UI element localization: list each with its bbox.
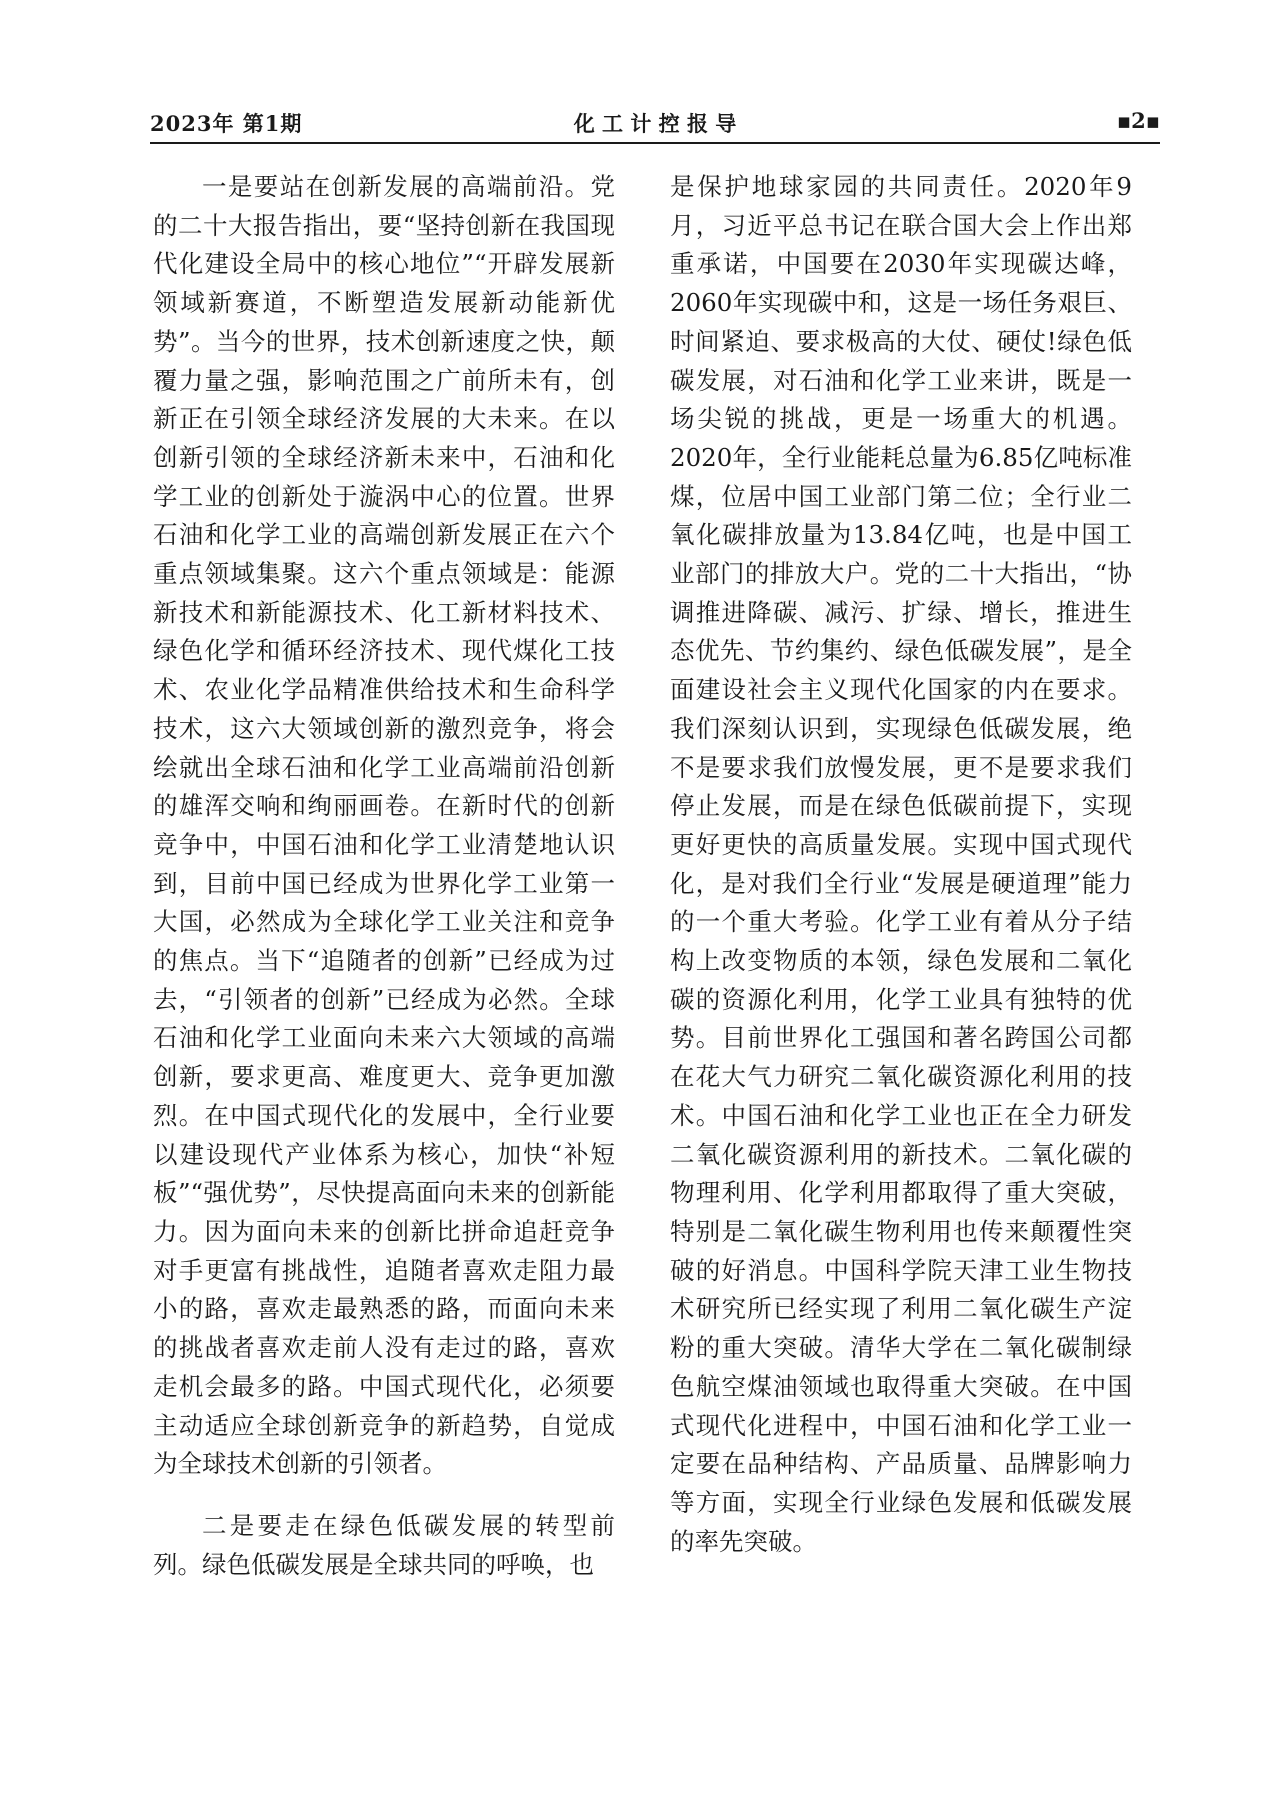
left-column <box>153 168 615 1584</box>
paragraph-innovation: 一是要站在创新发展的高端前沿。党的二十大报告指出，要“坚持创新在我国现代化建设全局中的核心地位”“开辟发展新领域新赛道，不断塑造发展新动能新优势”。当今的世界，技术创新速度之快，颠覆力量之强，影响范围之广前所未有，创新正在引领全球经济发展的大未来。在以创新引领的全球经济新未来中，石油和化学工业的创新处于漩涡中心的位置。世界石油和化学工业的高端创新发展正在六个重点领域集聚。这六个重点领域是：能源新技术和新能源技术、化工新材料技术、绿色化学和循环经济技术、现代煤化工技术、农业化学品精准供给技术和生命科学技术，这六大领域创新的激烈竞争，将会绘就出全球石油和化学工业高端前沿创新的雄浑交响和绚丽画卷。在新时代的创新竞争中，中国石油和化学工业清楚地认识到，目前中国已经成为世界化学工业第一大国，必然成为全球化学工业关注和竞争的焦点。当下“追随者的创新”已经成为过去，“引领者的创新”已经成为必然。全球石油和化学工业面向未来六大领域的高端创新，要求更高、难度更大、竞争更加激烈。在中国式现代化的发展中，全行业要以建设现代产业体系为核心，加快“补短板”“强优势”，尽快提高面向未来的创新能力。因为面向未来的创新比拼命追赶竞争对手更富有挑战性，追随者喜欢走阻力最小的路，喜欢走最熟悉的路，而面向未来的挑战者喜欢走前人没有走过的路，喜欢走机会最多的路。中国式现代化，必须要主动适应全球创新竞争的新趋势，自觉成为全球技术创新的引领者。 <box>153 172 615 1479</box>
page-number: ▪2▪ <box>1116 108 1160 133</box>
running-header <box>150 108 1160 144</box>
issue-label: 2023年 第1期 <box>150 111 303 136</box>
paragraph-green-low-carbon-continued: 是保护地球家园的共同责任。2020年9月，习近平总书记在联合国大会上作出郑重承诺，中国要在2030年实现碳达峰，2060年实现碳中和，这是一场任务艰巨、时间紧迫、要求极高的大仗、硬仗!绿色低碳发展，对石油和化学工业来讲，既是一场尖锐的挑战，更是一场重大的机遇。2020年，全行业能耗总量为6.85亿吨标准煤，位居中国工业部门第二位；全行业二氧化碳排放量为13.84亿吨，也是中国工业部门的排放大户。党的二十大指出，“协调推进降碳、减污、扩绿、增长，推进生态优先、节约集约、绿色低碳发展”，是全面建设社会主义现代化国家的内在要求。我们深刻认识到，实现绿色低碳发展，绝不是要求我们放慢发展，更不是要求我们停止发展，而是在绿色低碳前提下，实现更好更快的高质量发展。实现中国式现代化，是对我们全行业“发展是硬道理”能力的一个重大考验。化学工业有着从分子结构上改变物质的本领，绿色发展和二氧化碳的资源化利用，化学工业具有独特的优势。目前世界化工强国和著名跨国公司都在花大气力研究二氧化碳资源化利用的技术。中国石油和化学工业也正在全力研发二氧化碳资源利用的新技术。二氧化碳的物理利用、化学利用都取得了重大突破，特别是二氧化碳生物利用也传来颠覆性突破的好消息。中国科学院天津工业生物技术研究所已经实现了利用二氧化碳生产淀粉的重大突破。清华大学在二氧化碳制绿色航空煤油领域也取得重大突破。在中国式现代化进程中，中国石油和化学工业一定要在品种结构、产品质量、品牌影响力等方面，实现全行业绿色发展和低碳发展的率先突破。 <box>670 172 1132 1556</box>
right-column <box>670 168 1132 1561</box>
paragraph-green-low-carbon-start: 二是要走在绿色低碳发展的转型前列。绿色低碳发展是全球共同的呼唤，也 <box>153 1510 615 1579</box>
journal-title: 化 工 计 控 报 导 <box>573 111 737 136</box>
